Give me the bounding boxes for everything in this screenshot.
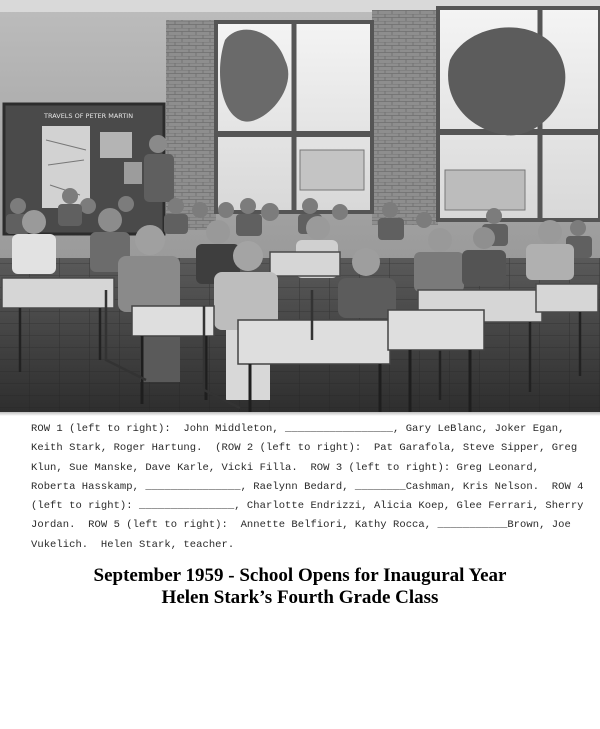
window-left — [216, 22, 372, 212]
page-title: September 1959 - School Opens for Inaugural Year — [93, 565, 507, 586]
photo-edge — [0, 412, 600, 416]
brick-column-mid — [372, 10, 438, 225]
window-right — [438, 8, 600, 220]
board-title: TRAVELS OF PETER MARTIN — [44, 112, 134, 120]
caption-text — [31, 420, 590, 555]
page-subtitle: Helen Stark’s Fourth Grade Class — [161, 587, 439, 608]
caption-body: ROW 1 (left to right): John Middleton, _________________, Gary LeBlanc, Joker Egan, Keith Stark, Roger Hartung. (ROW 2 (left to right): Pat Garafola, Steve Sipper, Greg Klun, Sue Manske, Dave Karle, Vicki Filla. ROW 3 (left to right): Greg Leonard, Roberta Hasskamp, _______________, Raelynn Bedard, ________Cashman, Kris Nelson. ROW 4 (left to right): _______________, Charlotte Endrizzi, Alicia Koep, Glee Ferrari, Sherry Jordan. ROW 5 (left to right): Annette Belfiori, Kathy Rocca, ___________Brown, Joe Vukelich. Helen Stark, teacher. — [31, 423, 590, 551]
title-block — [0, 565, 600, 609]
